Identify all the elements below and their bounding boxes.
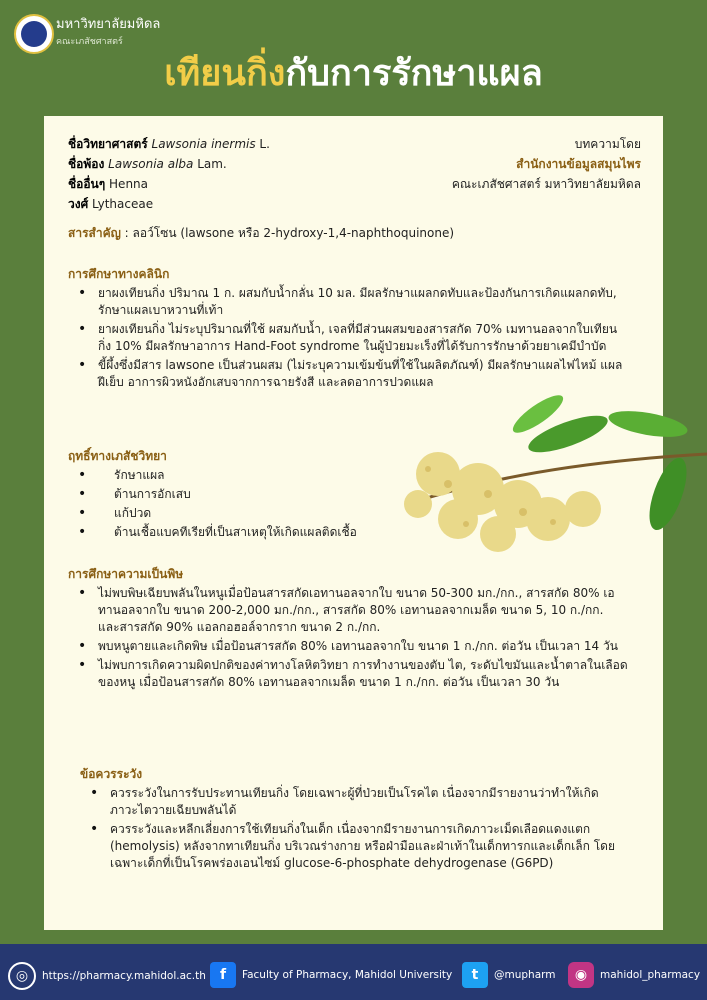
clinical-section bbox=[68, 266, 628, 393]
synonym-row: ชื่อพ้อง Lawsonia alba Lam. bbox=[68, 157, 227, 171]
list-item: • ควรระวังในการรับประทานเทียนกิ่ง โดยเฉพาะผู้ที่ป่วยเป็นโรคไต เนื่องจากมีรายงานว่าทำให้เกิดภาวะไตวายเฉียบพลันได้ bbox=[110, 785, 620, 819]
active-compound: สารสำคัญ : ลอว์โซน (lawsone หรือ 2-hydroxy-1,4-naphthoquinone) bbox=[68, 226, 455, 240]
other-name-row: ชื่ออื่นๆ Henna bbox=[68, 177, 149, 191]
scientific-name-row: ชื่อวิทยาศาสตร์ Lawsonia inermis L. bbox=[68, 137, 270, 151]
instagram-icon: ◉ bbox=[568, 962, 594, 988]
byline: บทความโดย สำนักงานข้อมูลสมุนไพร คณะเภสัชศาสตร์ มหาวิทยาลัยมหิดล bbox=[451, 137, 641, 191]
clinical-heading: การศึกษาทางคลินิก bbox=[68, 267, 170, 281]
facebook-link[interactable]: f Faculty of Pharmacy, Mahidol University bbox=[210, 962, 452, 988]
title-rest: กับการรักษาแผล bbox=[285, 53, 543, 94]
list-item: • พบหนูตายและเกิดพิษ เมื่อป้อนสารสกัด 80% เอทานอลจากใบ ขนาด 1 ก./กก. ต่อวัน เป็นเวลา 14 วัน bbox=[98, 638, 628, 655]
toxicity-heading: การศึกษาความเป็นพิษ bbox=[68, 567, 184, 581]
list-item: • ยาผงเทียนกิ่ง ไม่ระบุปริมาณที่ใช้ ผสมกับน้ำ, เจลที่มีส่วนผสมของสารสกัด 70% เมทานอลจากใบเทียนกิ่ง 10% มีผลรักษาอาการ Hand-Foot syndrome ในผู้ป่วยมะเร็งที่ได้รับการรักษาด้วยยาเคมีบำบัด bbox=[98, 321, 628, 355]
instagram-link[interactable]: ◉ mahidol_pharmacy bbox=[568, 962, 700, 988]
list-item: • แก้ปวด bbox=[114, 505, 388, 522]
header bbox=[0, 0, 707, 120]
list-item: • ขี้ผึ้งซึ่งมีสาร lawsone เป็นส่วนผสม (ไม่ระบุความเข้มข้นที่ใช้ในผลิตภัณฑ์) มีผลรักษาแผลไฟไหม้ แผลฝีเย็บ อาการผิวหนังอักเสบจากการฉายรังสี และลดอาการปวดแผล bbox=[98, 357, 628, 391]
twitter-link[interactable]: t @mupharm bbox=[462, 962, 556, 988]
list-item: • ไม่พบการเกิดความผิดปกติของค่าทางโลหิตวิทยา การทำงานของตับ ไต, ระดับไขมันและน้ำตาลในเลือดของหนู เมื่อป้อนสารสกัด 80% เอทานอลจากเมล็ด ขนาด 1 ก./กก. ต่อวัน เป็นเวลา 30 วัน bbox=[98, 657, 628, 691]
toxicity-section bbox=[68, 566, 628, 693]
family-row: วงศ์ Lythaceae bbox=[68, 197, 154, 211]
list-item: • รักษาแผล bbox=[114, 467, 388, 484]
plant-info bbox=[68, 134, 270, 214]
facebook-icon: f bbox=[210, 962, 236, 988]
caution-section bbox=[80, 766, 620, 874]
list-item: • ต้านการอักเสบ bbox=[114, 486, 388, 503]
list-item: • ยาผงเทียนกิ่ง ปริมาณ 1 ก. ผสมกับน้ำกลั่น 10 มล. มีผลรักษาแผลกดทับและป้องกันการเกิดแผลกดทับ, รักษาแผลเบาหวานที่เท้า bbox=[98, 285, 628, 319]
website-link[interactable]: ◎ https://pharmacy.mahidol.ac.th bbox=[8, 962, 206, 990]
caution-heading: ข้อควรระวัง bbox=[80, 767, 143, 781]
faculty-name: คณะเภสัชศาสตร์ bbox=[56, 37, 123, 47]
henna-flower-image bbox=[348, 394, 707, 574]
pharmacology-heading: ฤทธิ์ทางเภสัชวิทยา bbox=[68, 449, 167, 463]
twitter-icon: t bbox=[462, 962, 488, 988]
page-title bbox=[0, 52, 707, 96]
title-highlight: เทียนกิ่ง bbox=[164, 53, 286, 94]
list-item: • ต้านเชื้อแบคทีเรียที่เป็นสาเหตุให้เกิดแผลติดเชื้อ bbox=[114, 524, 388, 541]
university-name: มหาวิทยาลัยมหิดล bbox=[56, 17, 161, 32]
pharmacology-section bbox=[68, 448, 388, 543]
list-item: • ไม่พบพิษเฉียบพลันในหนูเมื่อป้อนสารสกัดเอทานอลจากใบ ขนาด 50-300 มก./กก., สารสกัด 80% เอทานอลจากใบ ขนาด 200-2,000 มก./กก., สารสกัด 80% เอทานอลจากเมล็ด ขนาด 5, 10 ก./กก. และสารสกัด 90% แอลกอฮอล์จากราก ขนาด 2 ก./กก. bbox=[98, 585, 628, 636]
globe-icon: ◎ bbox=[8, 962, 36, 990]
list-item: • ควรระวังและหลีกเลี่ยงการใช้เทียนกิ่งในเด็ก เนื่องจากมีรายงานการเกิดภาวะเม็ดเลือดแดงแตก (hemolysis) หลังจากทาเทียนกิ่ง บริเวณร่างกาย หรือฝ่ามือและฝ่าเท้าในเด็กทารกและเด็กเล็ก โดยเฉพาะเด็กที่เป็นโรคพร่องเอนไซม์ glucose-6-phosphate dehydrogenase (G6PD) bbox=[110, 821, 620, 872]
mahidol-logo bbox=[14, 14, 54, 54]
footer bbox=[0, 944, 707, 1000]
